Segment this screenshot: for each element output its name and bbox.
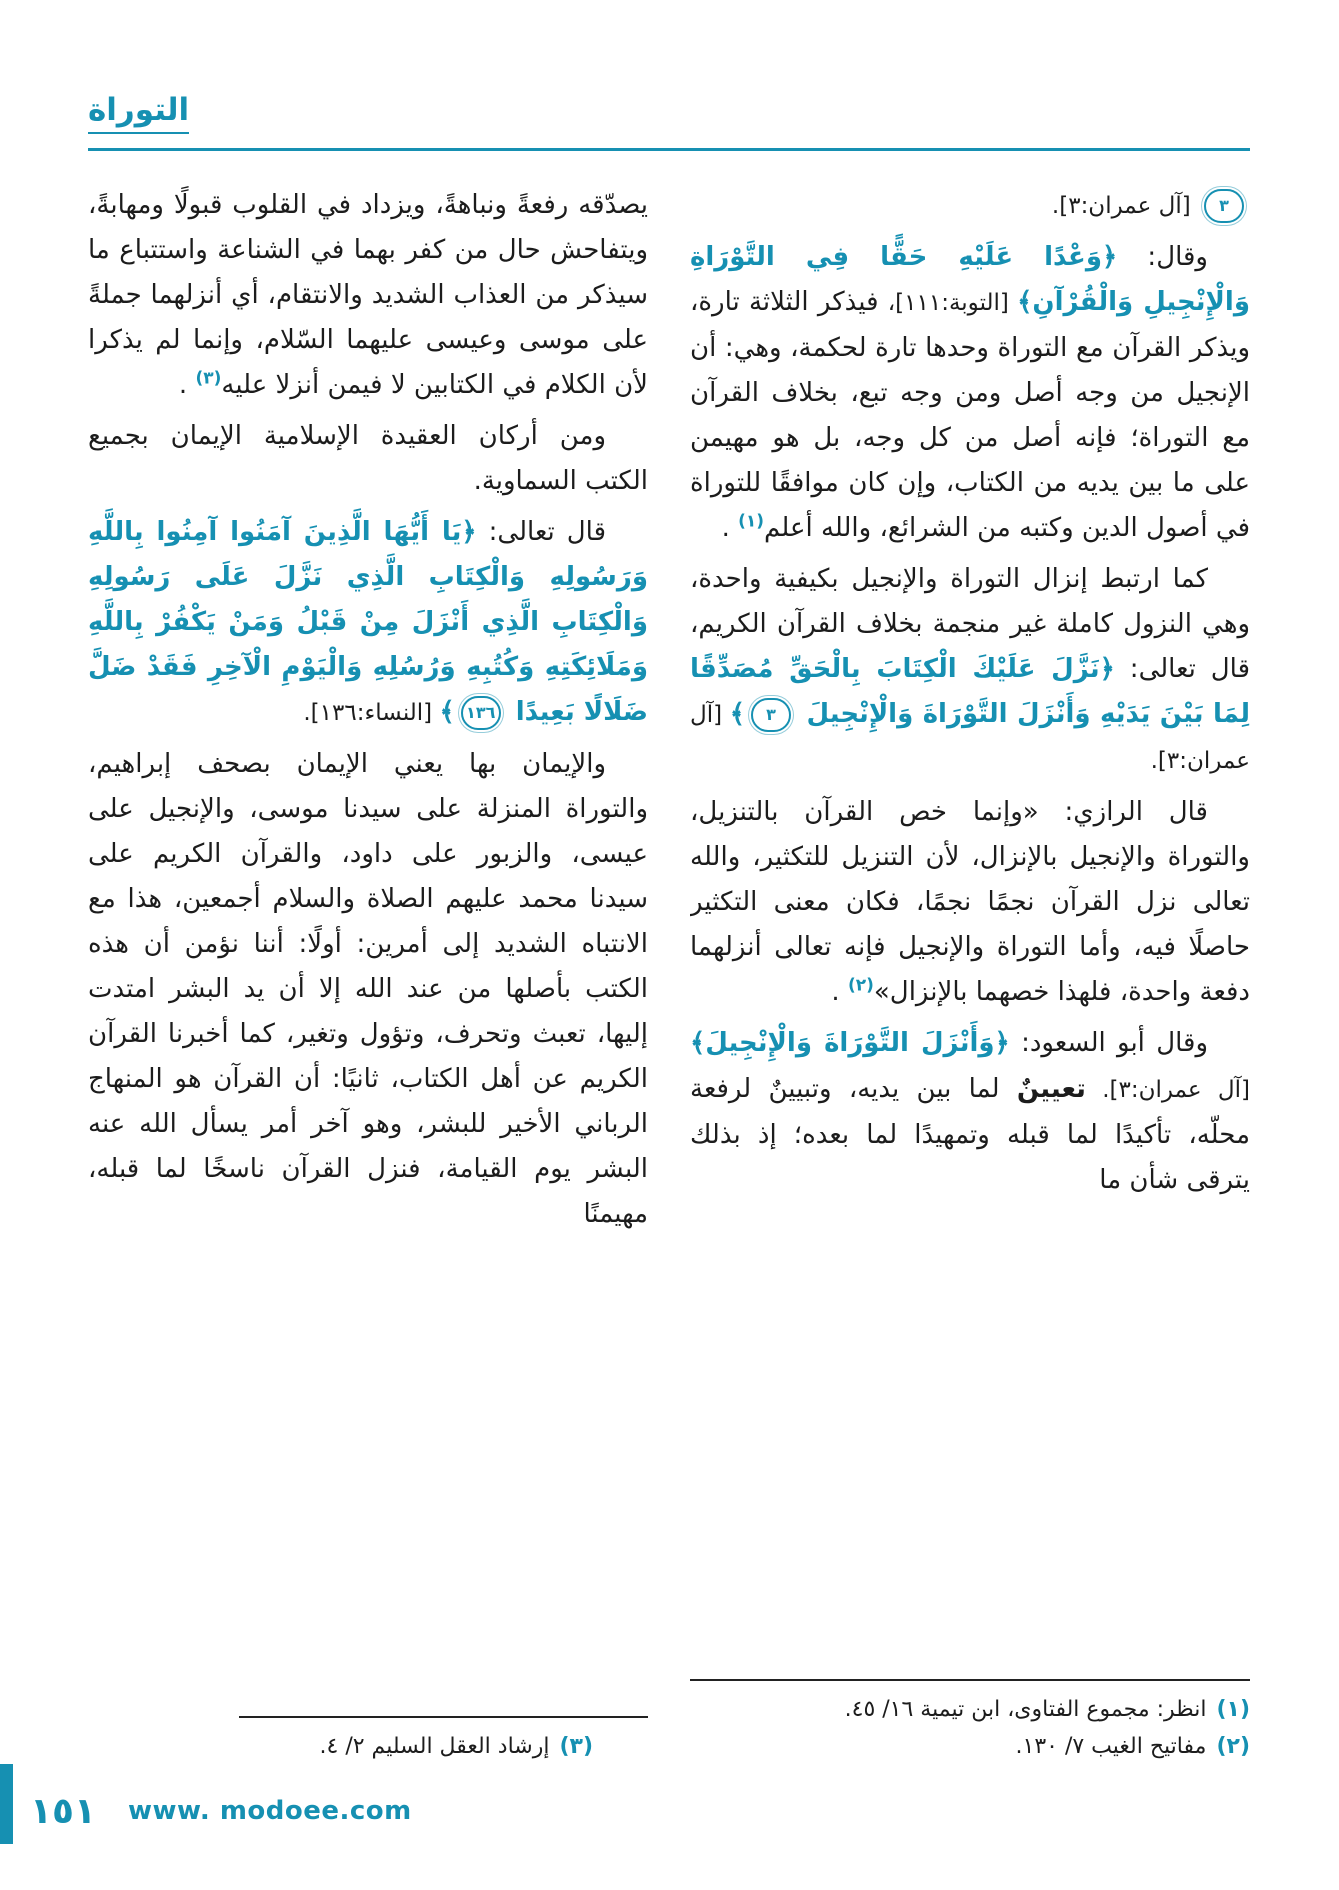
footnote-ref: (٣)	[195, 368, 222, 389]
footnote	[690, 1728, 1250, 1765]
body-text: وقال أبو السعود:	[1009, 1028, 1209, 1058]
footnote-separator	[690, 1679, 1250, 1681]
body-text: .	[178, 370, 196, 400]
ayah-marker-icon: ٣	[751, 698, 791, 732]
right-footnotes	[690, 1691, 1250, 1765]
body-text: والإيمان بها يعني الإيمان بصحف إبراهيم، والتوراة المنزلة على سيدنا موسى، والإنجيل على عيسى، والزبور على داود، والقرآن الكريم على سيدنا محمد عليهم الصلاة والسلام أجمعين، هذا مع الانتباه الشديد إلى أمرين: أولًا: أننا نؤمن أن هذه الكتب بأصلها من عند الله إلا أن يد البشر امتدت إليها، تعبث وتحرف، وتؤول وتغير، كما أخبرنا القرآن الكريم عن أهل الكتاب، ثانيًا: أن القرآن هو المنهاج الرباني الأخير للبشر، وهو آخر أمر يسأل الله عنه البشر يوم القيامة، فنزل القرآن ناسخًا لما قبله، مهيمنًا	[88, 749, 648, 1229]
body-text: لما بين يديه، وتبيينٌ لرفعة محلّه، تأكيدًا لما قبله وتمهيدًا لما بعده؛ إذ بذلك يترقى شأن ما	[690, 1074, 1250, 1195]
footnote-separator	[239, 1716, 648, 1718]
page-number: ١٥١	[30, 1791, 96, 1832]
footnote-ref: (١)	[738, 511, 765, 532]
body-text: ومن أركان العقيدة الإسلامية الإيمان بجميع الكتب السماوية.	[88, 421, 648, 496]
left-column-text	[88, 183, 648, 1243]
quran-verse: ﴿وَعْدًا عَلَيْهِ حَقًّا فِي التَّوْرَاةِ وَالْإِنْجِيلِ وَالْقُرْآنِ﴾	[690, 242, 1250, 317]
text-columns	[88, 183, 1250, 1765]
body-text: قال تعالى:	[476, 517, 606, 547]
header-rule	[88, 148, 1250, 151]
footnote	[88, 1728, 648, 1765]
emphasis-text: تعيينٌ	[1016, 1074, 1086, 1104]
paragraph	[88, 510, 648, 736]
verse-reference: [التوبة:١١١]،	[887, 290, 1018, 316]
ayah-marker-icon: ٣	[1204, 189, 1244, 223]
body-text: يصدّقه رفعةً ونباهةً، ويزداد في القلوب قبولًا ومهابةً، ويتفاحش حال من كفر بهما في الشناعة واستتباع ما سيذكر من العذاب الشديد والانتقام، أي أنزلهما جملةً على موسى وعيسى عليهما السّلام، وإنما لم يذكرا لأن الكلام في الكتابين لا فيمن أنزلا عليه	[88, 190, 648, 400]
footnote	[690, 1691, 1250, 1728]
page-header-title: التوراة	[88, 92, 189, 134]
body-text: .	[721, 513, 739, 543]
page-edge-bar	[0, 1764, 13, 1844]
quran-verse: ﴿نَزَّلَ عَلَيْكَ الْكِتَابَ بِالْحَقِّ مُصَدِّقًا لِمَا بَيْنَ يَدَيْهِ وَأَنْزَلَ التَّوْرَاةَ وَالْإِنْجِيلَ	[690, 654, 1250, 729]
quran-verse: ﴿وَأَنْزَلَ التَّوْرَاةَ وَالْإِنْجِيلَ﴾	[690, 1028, 1010, 1058]
quran-verse: ﴿يَا أَيُّهَا الَّذِينَ آمَنُوا آمِنُوا بِاللَّهِ وَرَسُولِهِ وَالْكِتَابِ الَّذِي نَزَّلَ عَلَى رَسُولِهِ وَالْكِتَابِ الَّذِي أَنْزَلَ مِنْ قَبْلُ وَمَنْ يَكْفُرْ بِاللَّهِ وَمَلَائِكَتِهِ وَكُتُبِهِ وَرُسُلِهِ وَالْيَوْمِ الْآخِرِ فَقَدْ ضَلَّ ضَلَالًا بَعِيدًا	[88, 517, 648, 727]
footnote-number: (٢)	[1216, 1734, 1250, 1759]
footnote-text: انظر: مجموع الفتاوى، ابن تيمية ١٦/ ٤٥.	[844, 1697, 1207, 1722]
paragraph	[88, 183, 648, 408]
paragraph	[88, 414, 648, 504]
body-text: كما ارتبط إنزال التوراة والإنجيل بكيفية واحدة، وهي النزول كاملة غير منجمة بخلاف القرآن الكريم، قال تعالى:	[690, 564, 1250, 684]
paragraph	[690, 790, 1250, 1015]
verse-reference: [آل عمران:٣].	[1085, 1077, 1250, 1103]
right-column-text	[690, 183, 1250, 1209]
quran-verse: ﴾	[729, 699, 746, 729]
paragraph	[690, 557, 1250, 784]
footnote-number: (١)	[1216, 1697, 1250, 1722]
body-text: قال الرازي: «وإنما خص القرآن بالتنزيل، والتوراة والإنجيل بالإنزال، لأن التنزيل للتكثير، والله تعالى نزل القرآن نجمًا نجمًا، فكان معنى التكثير حاصلًا فيه، وأما التوراة والإنجيل فإنه تعالى أنزلهما دفعة واحدة، فلهذا خصهما بالإنزال»	[690, 797, 1250, 1007]
footnote-ref: (٢)	[847, 975, 874, 996]
body-text: فيذكر الثلاثة تارة، ويذكر القرآن مع التوراة وحدها تارة لحكمة، وهي: أن الإنجيل من وجه أصل ومن وجه تبع، بخلاف القرآن مع التوراة؛ فإنه أصل من كل وجه، بل هو مهيمن على ما بين يديه من الكتاب، وإن كان موافقًا للتوراة في أصول الدين وكتبه من الشرائع، والله أعلم	[690, 287, 1250, 543]
footnote-text: إرشاد العقل السليم ٢/ ٤.	[319, 1734, 550, 1759]
column-left	[88, 183, 648, 1765]
left-footnotes-block	[88, 1716, 648, 1765]
verse-reference: [آل عمران:٣].	[690, 702, 1250, 774]
left-footnotes	[88, 1728, 648, 1765]
quran-verse: ﴾	[439, 697, 455, 727]
paragraph	[88, 742, 648, 1237]
footnote-number: (٣)	[559, 1734, 593, 1759]
right-footnotes-block	[690, 1679, 1250, 1765]
body-text: .	[831, 977, 848, 1007]
verse-reference: [النساء:١٣٦].	[303, 700, 440, 726]
website-link[interactable]: www. modoee.com	[128, 1796, 412, 1826]
column-right	[690, 183, 1250, 1765]
body-text: وقال:	[1117, 242, 1208, 272]
footnote-text: مفاتيح الغيب ٧/ ١٣٠.	[1015, 1734, 1207, 1759]
paragraph	[690, 1021, 1250, 1203]
paragraph	[690, 183, 1250, 229]
ayah-marker-icon: ١٣٦	[461, 696, 501, 730]
paragraph	[690, 235, 1250, 551]
verse-reference: [آل عمران:٣].	[1051, 193, 1198, 219]
